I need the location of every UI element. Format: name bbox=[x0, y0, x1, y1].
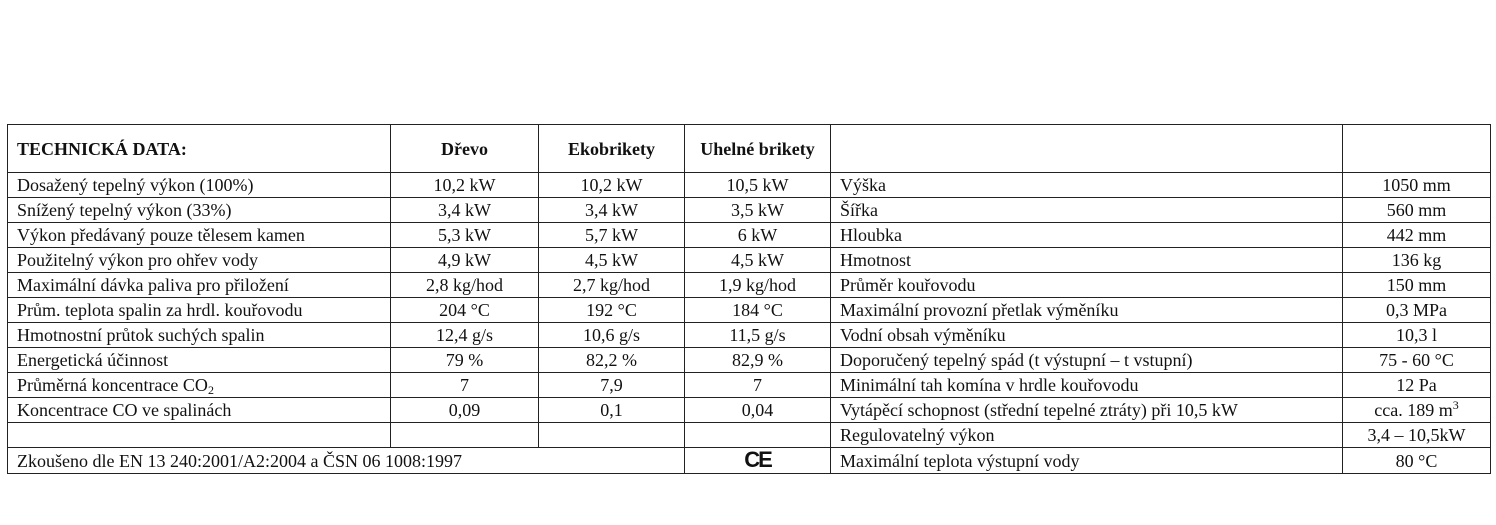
testing-standard-note: Zkoušeno dle EN 13 240:2001/A2:2004 a ČSN 06 1008:1997 bbox=[8, 448, 685, 474]
value-coal: 6 kW bbox=[685, 223, 831, 248]
param-value: 10,3 l bbox=[1343, 323, 1491, 348]
value-eco: 3,4 kW bbox=[539, 198, 685, 223]
value-coal: 184 °C bbox=[685, 298, 831, 323]
param-value: 3,4 – 10,5kW bbox=[1343, 423, 1491, 448]
param-value: 12 Pa bbox=[1343, 373, 1491, 398]
param-value: 1050 mm bbox=[1343, 173, 1491, 198]
param-label: Hmotnost bbox=[831, 248, 1343, 273]
param-value: 80 °C bbox=[1343, 448, 1491, 474]
value-coal: 10,5 kW bbox=[685, 173, 831, 198]
table-row bbox=[8, 323, 1491, 348]
row-label-text: Průměrná koncentrace CO bbox=[17, 375, 208, 395]
empty-cell bbox=[391, 423, 539, 448]
value-eco: 5,7 kW bbox=[539, 223, 685, 248]
value-coal: 3,5 kW bbox=[685, 198, 831, 223]
value-wood: 10,2 kW bbox=[391, 173, 539, 198]
value-eco: 2,7 kg/hod bbox=[539, 273, 685, 298]
value-eco: 7,9 bbox=[539, 373, 685, 398]
table-row bbox=[8, 223, 1491, 248]
param-value-text: cca. 189 m bbox=[1374, 400, 1453, 420]
param-label: Průměr kouřovodu bbox=[831, 273, 1343, 298]
row-label: Energetická účinnost bbox=[8, 348, 391, 373]
table-row bbox=[8, 298, 1491, 323]
param-value: 75 - 60 °C bbox=[1343, 348, 1491, 373]
table-title: TECHNICKÁ DATA: bbox=[8, 125, 391, 173]
table-row bbox=[8, 198, 1491, 223]
value-eco: 10,2 kW bbox=[539, 173, 685, 198]
header-row bbox=[8, 125, 1491, 173]
param-label: Vytápěcí schopnost (střední tepelné ztráty) při 10,5 kW bbox=[831, 398, 1343, 423]
column-header-blank bbox=[831, 125, 1343, 173]
param-label: Výška bbox=[831, 173, 1343, 198]
value-eco: 192 °C bbox=[539, 298, 685, 323]
param-value: 0,3 MPa bbox=[1343, 298, 1491, 323]
param-label: Vodní obsah výměníku bbox=[831, 323, 1343, 348]
param-label: Maximální teplota výstupní vody bbox=[831, 448, 1343, 474]
value-wood: 5,3 kW bbox=[391, 223, 539, 248]
value-coal: 82,9 % bbox=[685, 348, 831, 373]
empty-cell bbox=[539, 423, 685, 448]
value-eco: 82,2 % bbox=[539, 348, 685, 373]
value-coal: 1,9 kg/hod bbox=[685, 273, 831, 298]
param-label: Regulovatelný výkon bbox=[831, 423, 1343, 448]
table-row bbox=[8, 173, 1491, 198]
param-label: Šířka bbox=[831, 198, 1343, 223]
table-row bbox=[8, 248, 1491, 273]
value-wood: 7 bbox=[391, 373, 539, 398]
row-label: Prům. teplota spalin za hrdl. kouřovodu bbox=[8, 298, 391, 323]
param-label: Hloubka bbox=[831, 223, 1343, 248]
footer-row bbox=[8, 448, 1491, 474]
ce-mark-logo: CE bbox=[744, 447, 771, 472]
column-header-blank bbox=[1343, 125, 1491, 173]
value-wood: 204 °C bbox=[391, 298, 539, 323]
empty-cell bbox=[685, 423, 831, 448]
param-value bbox=[1343, 398, 1491, 423]
column-header-ecobriquettes: Ekobrikety bbox=[539, 125, 685, 173]
value-wood: 2,8 kg/hod bbox=[391, 273, 539, 298]
value-wood: 0,09 bbox=[391, 398, 539, 423]
value-wood: 4,9 kW bbox=[391, 248, 539, 273]
row-label: Výkon předávaný pouze tělesem kamen bbox=[8, 223, 391, 248]
param-label: Maximální provozní přetlak výměníku bbox=[831, 298, 1343, 323]
column-header-wood: Dřevo bbox=[391, 125, 539, 173]
param-label: Doporučený tepelný spád (t výstupní – t vstupní) bbox=[831, 348, 1343, 373]
value-eco: 0,1 bbox=[539, 398, 685, 423]
table-row bbox=[8, 398, 1491, 423]
subscript: 2 bbox=[207, 383, 214, 397]
row-label: Maximální dávka paliva pro přiložení bbox=[8, 273, 391, 298]
row-label: Hmotnostní průtok suchých spalin bbox=[8, 323, 391, 348]
row-label: Snížený tepelný výkon (33%) bbox=[8, 198, 391, 223]
table-row bbox=[8, 348, 1491, 373]
value-eco: 10,6 g/s bbox=[539, 323, 685, 348]
param-value: 136 kg bbox=[1343, 248, 1491, 273]
row-label bbox=[8, 373, 391, 398]
value-coal: 0,04 bbox=[685, 398, 831, 423]
value-coal: 11,5 g/s bbox=[685, 323, 831, 348]
superscript: 3 bbox=[1452, 398, 1459, 412]
param-value: 150 mm bbox=[1343, 273, 1491, 298]
empty-cell bbox=[8, 423, 391, 448]
value-coal: 4,5 kW bbox=[685, 248, 831, 273]
table-row bbox=[8, 423, 1491, 448]
value-wood: 12,4 g/s bbox=[391, 323, 539, 348]
column-header-coal-briquettes: Uhelné brikety bbox=[685, 125, 831, 173]
value-wood: 79 % bbox=[391, 348, 539, 373]
ce-mark bbox=[685, 448, 831, 474]
row-label: Použitelný výkon pro ohřev vody bbox=[8, 248, 391, 273]
table-row bbox=[8, 273, 1491, 298]
value-eco: 4,5 kW bbox=[539, 248, 685, 273]
value-wood: 3,4 kW bbox=[391, 198, 539, 223]
technical-data-table bbox=[7, 124, 1491, 474]
row-label: Koncentrace CO ve spalinách bbox=[8, 398, 391, 423]
param-value: 442 mm bbox=[1343, 223, 1491, 248]
row-label: Dosažený tepelný výkon (100%) bbox=[8, 173, 391, 198]
param-value: 560 mm bbox=[1343, 198, 1491, 223]
value-coal: 7 bbox=[685, 373, 831, 398]
param-label: Minimální tah komína v hrdle kouřovodu bbox=[831, 373, 1343, 398]
table-row bbox=[8, 373, 1491, 398]
